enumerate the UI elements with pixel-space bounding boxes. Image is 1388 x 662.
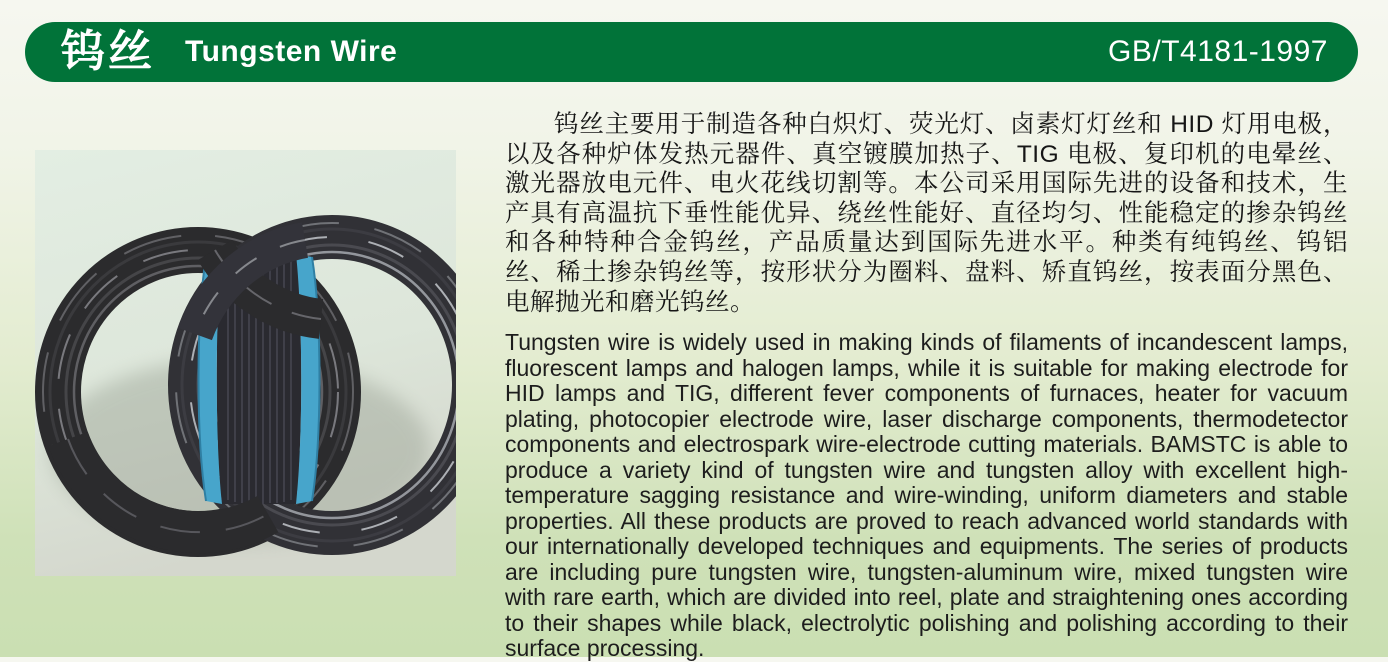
product-photo	[35, 150, 456, 576]
tungsten-wire-coils-illustration	[35, 150, 456, 576]
page-title-chinese: 钨丝	[61, 27, 155, 76]
description-paragraph-chinese: 钨丝主要用于制造各种白炽灯、荧光灯、卤素灯灯丝和 HID 灯用电极，以及各种炉体发热元器件、真空镀膜加热子、TIG 电极、复印机的电晕丝、激光器放电元件、电火花线切割等。本公司采用国际先进的设备和技术，生产具有高温抗下垂性能优异、绕丝性能好、直径均匀、性能稳定的掺杂钨丝和各种特种合金钨丝，产品质量达到国际先进水平。种类有纯钨丝、钨铝丝、稀土掺杂钨丝等，按形状分为圈料、盘料、矫直钨丝，按表面分黑色、电解抛光和磨光钨丝。	[505, 111, 1348, 316]
text-column	[505, 110, 1348, 662]
description-paragraph-english: Tungsten wire is widely used in making kinds of filaments of incandescent lamps, fluorescent lamps and halogen lamps, while it is suitable for making electrode for HID lamps and TIG, different fever components of furnaces, heater for vacuum plating, photocopier electrode wire, laser discharge components, thermodetector components and electrospark wire-electrode cutting materials. BAMSTC is able to produce a variety kind of tungsten wire and tungsten alloy with excellent high-temperature sagging resistance and wire-winding, uniform diameters and stable properties. All these products are proved to reach advanced world standards with our internationally developed techniques and equipments. The series of products are including pure tungsten wire, tungsten-aluminum wire, mixed tungsten wire with rare earth, which are divided into reel, plate and straightening ones according to their shapes while black, electrolytic polishing and polishing according to their surface processing.	[505, 329, 1348, 662]
standard-number: GB/T4181-1997	[1108, 35, 1328, 68]
page-title-english: Tungsten Wire	[185, 35, 398, 68]
header-bar	[25, 22, 1358, 82]
